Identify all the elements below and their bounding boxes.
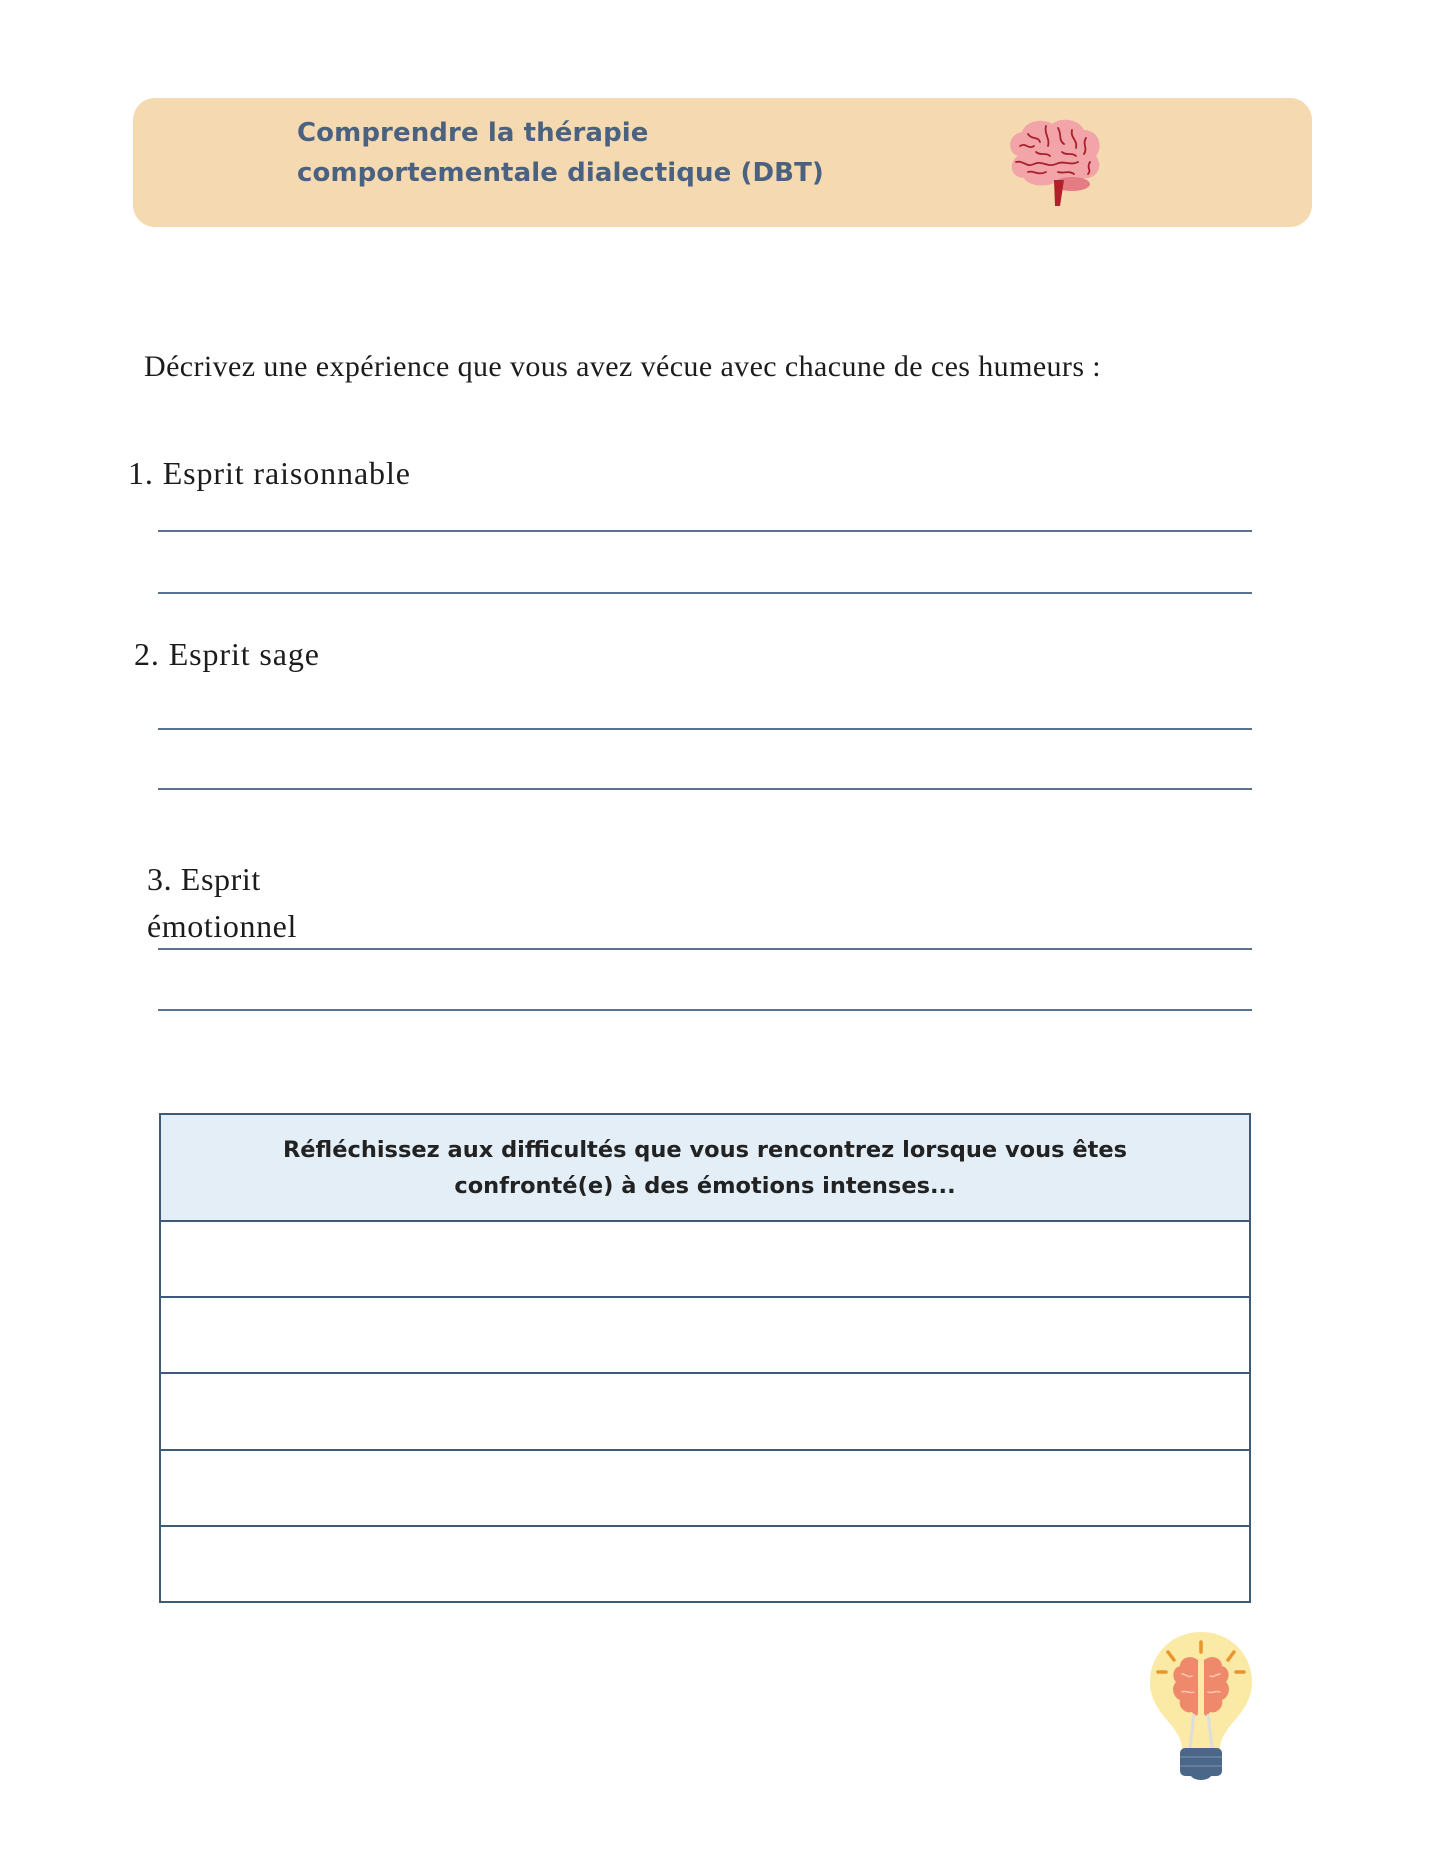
question-3-label-line-2: émotionnel [147, 908, 297, 944]
question-2-answer-line-1[interactable] [158, 728, 1252, 730]
reflection-row-3[interactable] [161, 1374, 1249, 1450]
question-3-answer-line-2[interactable] [158, 1009, 1252, 1011]
question-1-answer-line-1[interactable] [158, 530, 1252, 532]
reflection-row-4[interactable] [161, 1451, 1249, 1527]
reflection-header-line-2: confronté(e) à des émotions intenses... [454, 1172, 956, 1199]
brain-icon [998, 116, 1108, 208]
reflection-row-5[interactable] [161, 1527, 1249, 1601]
instruction-text: Décrivez une expérience que vous avez vécue avec chacune de ces humeurs : [144, 350, 1102, 383]
reflection-table [159, 1113, 1251, 1603]
reflection-table-header [161, 1115, 1249, 1222]
question-2-label: 2. Esprit sage [134, 636, 320, 672]
reflection-row-1[interactable] [161, 1222, 1249, 1298]
question-3-answer-line-1[interactable] [158, 948, 1252, 950]
reflection-row-2[interactable] [161, 1298, 1249, 1374]
question-3-label [147, 856, 297, 950]
page-title-line-2: comportementale dialectique (DBT) [297, 158, 824, 188]
question-1-answer-line-2[interactable] [158, 592, 1252, 594]
lightbulb-brain-icon [1146, 1628, 1256, 1780]
question-2-answer-line-2[interactable] [158, 788, 1252, 790]
question-1-label: 1. Esprit raisonnable [128, 455, 411, 491]
page-title [297, 113, 937, 193]
reflection-header-line-1: Réfléchissez aux difficultés que vous rencontrez lorsque vous êtes [282, 1136, 1128, 1163]
question-3-label-line-1: 3. Esprit [147, 861, 261, 897]
page-title-line-1: Comprendre la thérapie [297, 118, 649, 148]
